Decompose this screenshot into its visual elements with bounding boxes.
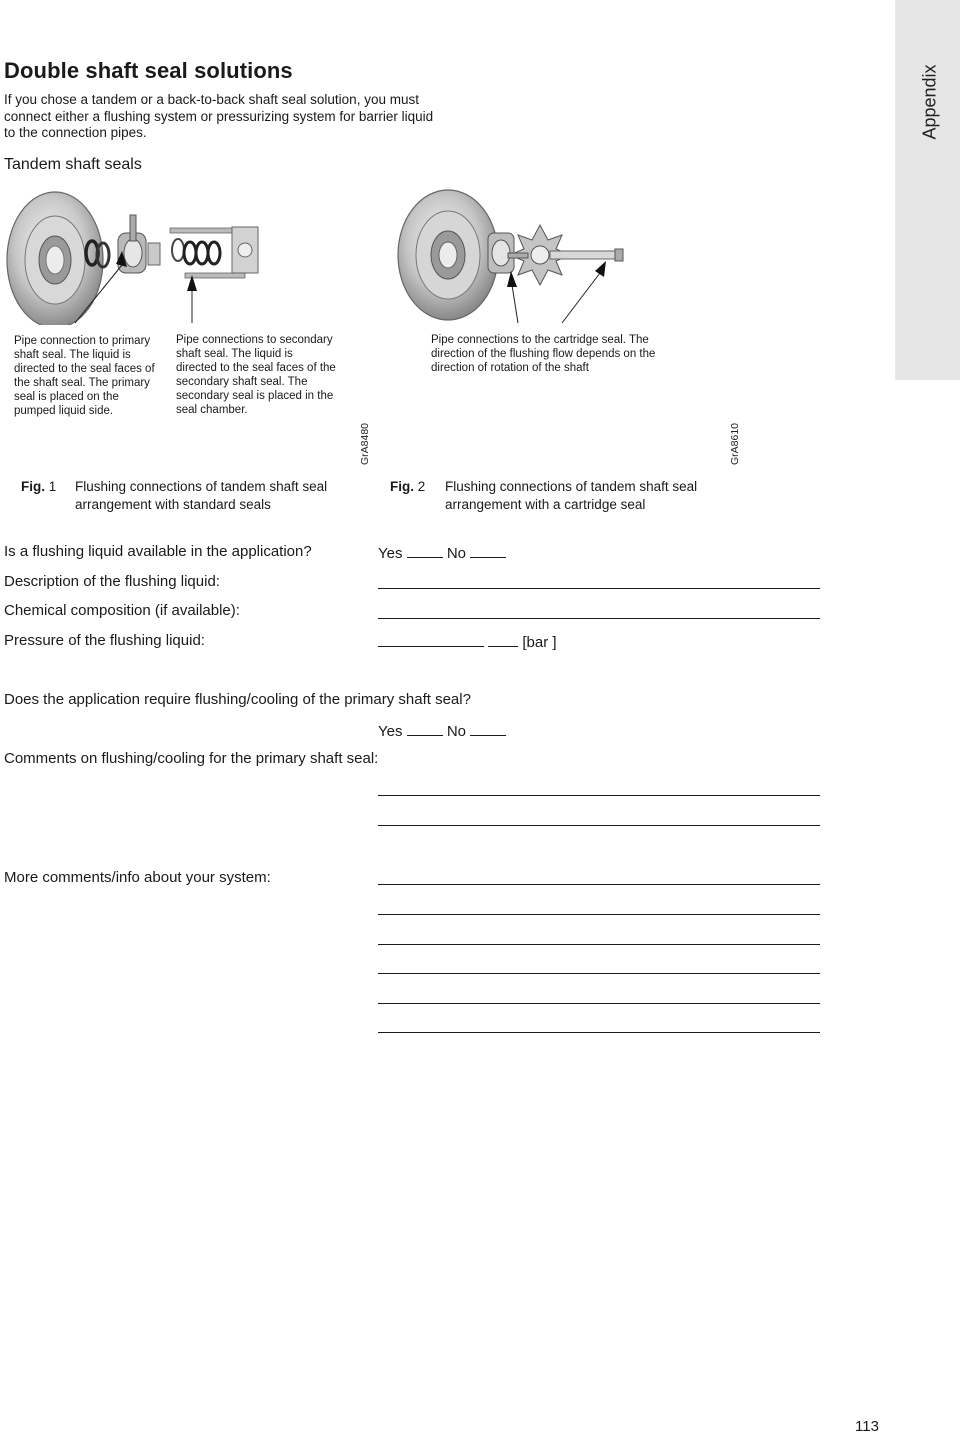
question-comments-primary: Comments on flushing/cooling for the primary shaft seal: bbox=[4, 750, 379, 767]
figure2-label bbox=[390, 479, 425, 494]
question-more-comments: More comments/info about your system: bbox=[4, 869, 271, 886]
figure1-callout-primary: Pipe connection to primary shaft seal. The liquid is directed to the seal faces of the shaft seal. The primary seal is placed on the pumped liquid side. bbox=[14, 335, 155, 417]
yes-blank[interactable] bbox=[407, 721, 443, 736]
more-comments-line-3[interactable] bbox=[378, 944, 820, 945]
side-tab-label: Appendix bbox=[919, 64, 940, 140]
no-blank[interactable] bbox=[470, 543, 506, 558]
comments-primary-line-2[interactable] bbox=[378, 825, 820, 826]
figure1-code: GrA8480 bbox=[359, 422, 371, 465]
composition-answer-line[interactable] bbox=[378, 618, 820, 619]
more-comments-line-5[interactable] bbox=[378, 1003, 820, 1004]
figure2-code: GrA8610 bbox=[729, 422, 741, 465]
more-comments-line-1[interactable] bbox=[378, 884, 820, 885]
figure1-label-text: Fig. bbox=[21, 479, 45, 494]
flushing-available-answer bbox=[378, 543, 506, 562]
section-subheading: Tandem shaft seals bbox=[4, 156, 142, 173]
question-description: Description of the flushing liquid: bbox=[4, 573, 220, 590]
more-comments-line-6[interactable] bbox=[378, 1032, 820, 1033]
intro-paragraph: If you chose a tandem or a back-to-back shaft seal solution, you must connect either a flushing system or pressurizing system for barrier liquid to the connection pipes. bbox=[4, 92, 434, 140]
comments-primary-line-1[interactable] bbox=[378, 795, 820, 796]
figure2-label-text: Fig. bbox=[390, 479, 414, 494]
page-title: Double shaft seal solutions bbox=[4, 58, 293, 83]
no-label: No bbox=[446, 723, 467, 740]
figure1-caption: Flushing connections of tandem shaft seal arrangement with standard seals bbox=[75, 479, 328, 512]
yes-label: Yes bbox=[378, 723, 403, 740]
figure2-number: 2 bbox=[417, 479, 426, 494]
description-answer-line[interactable] bbox=[378, 588, 820, 589]
require-flushing-answer bbox=[378, 721, 506, 740]
figure1-label bbox=[21, 479, 56, 494]
question-pressure: Pressure of the flushing liquid: bbox=[4, 632, 205, 649]
question-composition: Chemical composition (if available): bbox=[4, 602, 240, 619]
pressure-blank-2[interactable] bbox=[488, 632, 518, 647]
pressure-unit: [bar ] bbox=[522, 634, 557, 651]
yes-label: Yes bbox=[378, 545, 403, 562]
figure1-illustration bbox=[0, 185, 380, 325]
figure1-number: 1 bbox=[48, 479, 57, 494]
question-require-flushing: Does the application require flushing/cooling of the primary shaft seal? bbox=[4, 691, 471, 708]
no-label: No bbox=[446, 545, 467, 562]
pressure-blank-1[interactable] bbox=[378, 632, 484, 647]
figure1-callout-secondary: Pipe connections to secondary shaft seal. The liquid is directed to the seal faces of the secondary shaft seal. The secondary seal is placed in the seal chamber. bbox=[176, 334, 336, 416]
question-flushing-available: Is a flushing liquid available in the application? bbox=[4, 543, 312, 560]
figure2-callout: Pipe connections to the cartridge seal. The direction of the flushing flow depends on the direction of rotation of the shaft bbox=[431, 334, 656, 374]
figure2-illustration bbox=[390, 185, 680, 325]
pressure-answer bbox=[378, 632, 557, 651]
side-tab bbox=[895, 0, 960, 380]
more-comments-line-4[interactable] bbox=[378, 973, 820, 974]
figure2-caption: Flushing connections of tandem shaft seal arrangement with a cartridge seal bbox=[445, 479, 698, 512]
page-number: 113 bbox=[855, 1418, 879, 1435]
yes-blank[interactable] bbox=[407, 543, 443, 558]
no-blank[interactable] bbox=[470, 721, 506, 736]
more-comments-line-2[interactable] bbox=[378, 914, 820, 915]
